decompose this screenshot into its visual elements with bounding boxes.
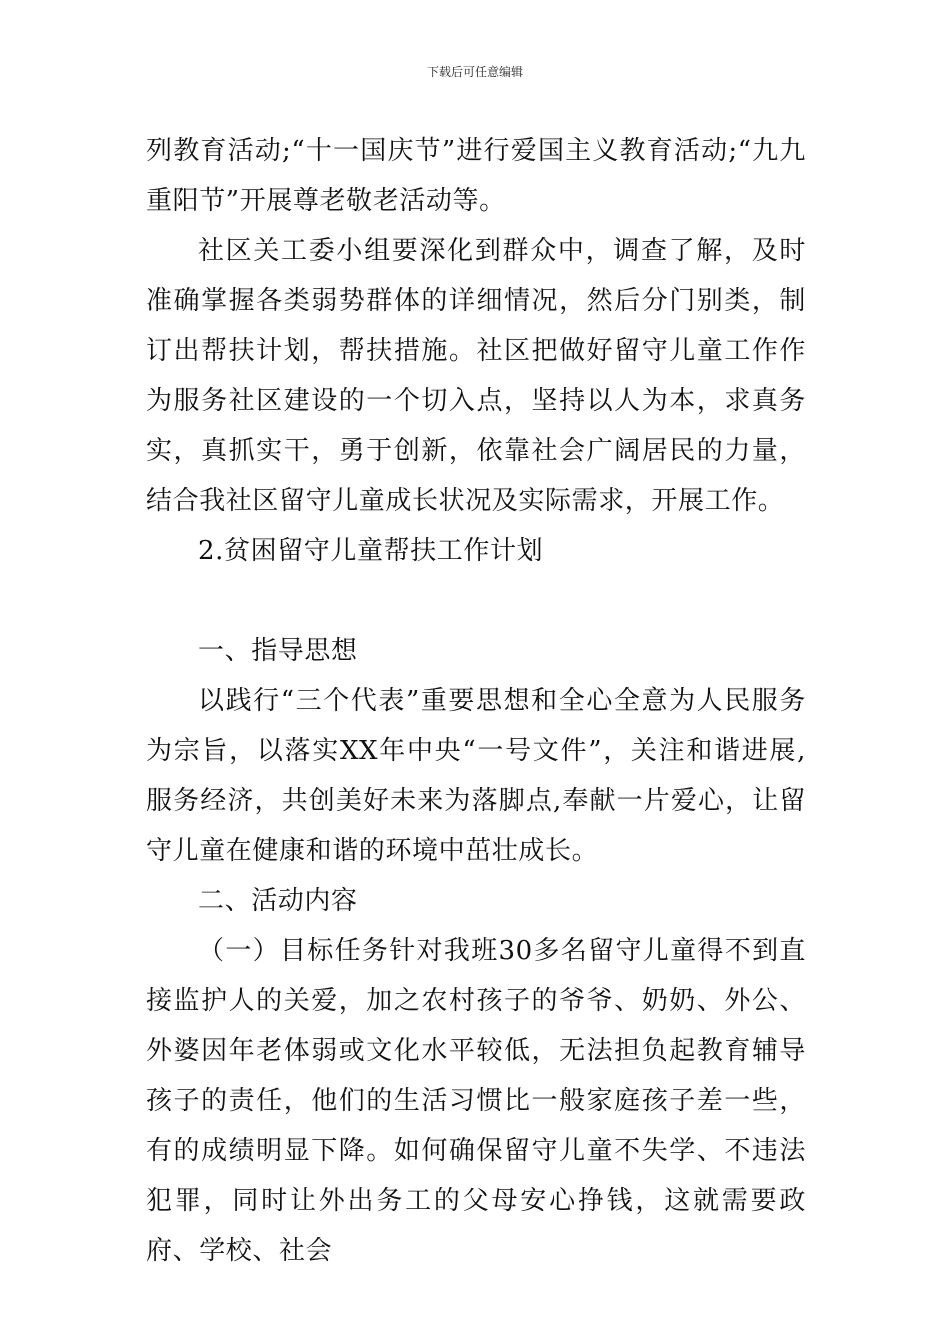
document-body xyxy=(146,126,806,1276)
paragraph-goals-tasks: （一）目标任务针对我班30多名留守儿童得不到直接监护人的关爱，加之农村孩子的爷爷、奶奶、外公、外婆因年老体弱或文化水平较低，无法担负起教育辅导孩子的责任，他们的生活习惯比一般家庭孩子差一些，有的成绩明显下降。如何确保留守儿童不失学、不违法犯罪，同时让外出务工的父母安心挣钱，这就需要政府、学校、社会 xyxy=(146,936,806,1266)
page-header-note: 下载后可任意编辑 xyxy=(426,65,523,79)
paragraph-activities-continued: 列教育活动;“十一国庆节”进行爱国主义教育活动;“九九重阳节”开展尊老敬老活动等。 xyxy=(146,136,806,216)
section-title-support-plan: 2.贫困留守儿童帮扶工作计划 xyxy=(198,536,544,566)
heading-guiding-thought: 一、指导思想 xyxy=(198,636,358,666)
heading-activity-content: 二、活动内容 xyxy=(198,886,358,916)
blank-line xyxy=(146,576,806,626)
paragraph-community-committee: 社区关工委小组要深化到群众中，调查了解，及时准确掌握各类弱势群体的详细情况，然后分门别类，制订出帮扶计划，帮扶措施。社区把做好留守儿童工作作为服务社区建设的一个切入点，坚持以人为本，求真务实，真抓实干，勇于创新，依靠社会广阔居民的力量，结合我社区留守儿童成长状况及实际需求，开展工作。 xyxy=(146,236,806,516)
paragraph-guiding-thought: 以践行“三个代表”重要思想和全心全意为人民服务为宗旨，以落实XX年中央“一号文件”，关注和谐进展,服务经济，共创美好未来为落脚点,奉献一片爱心，让留守儿童在健康和谐的环境中茁壮成长。 xyxy=(146,686,806,866)
